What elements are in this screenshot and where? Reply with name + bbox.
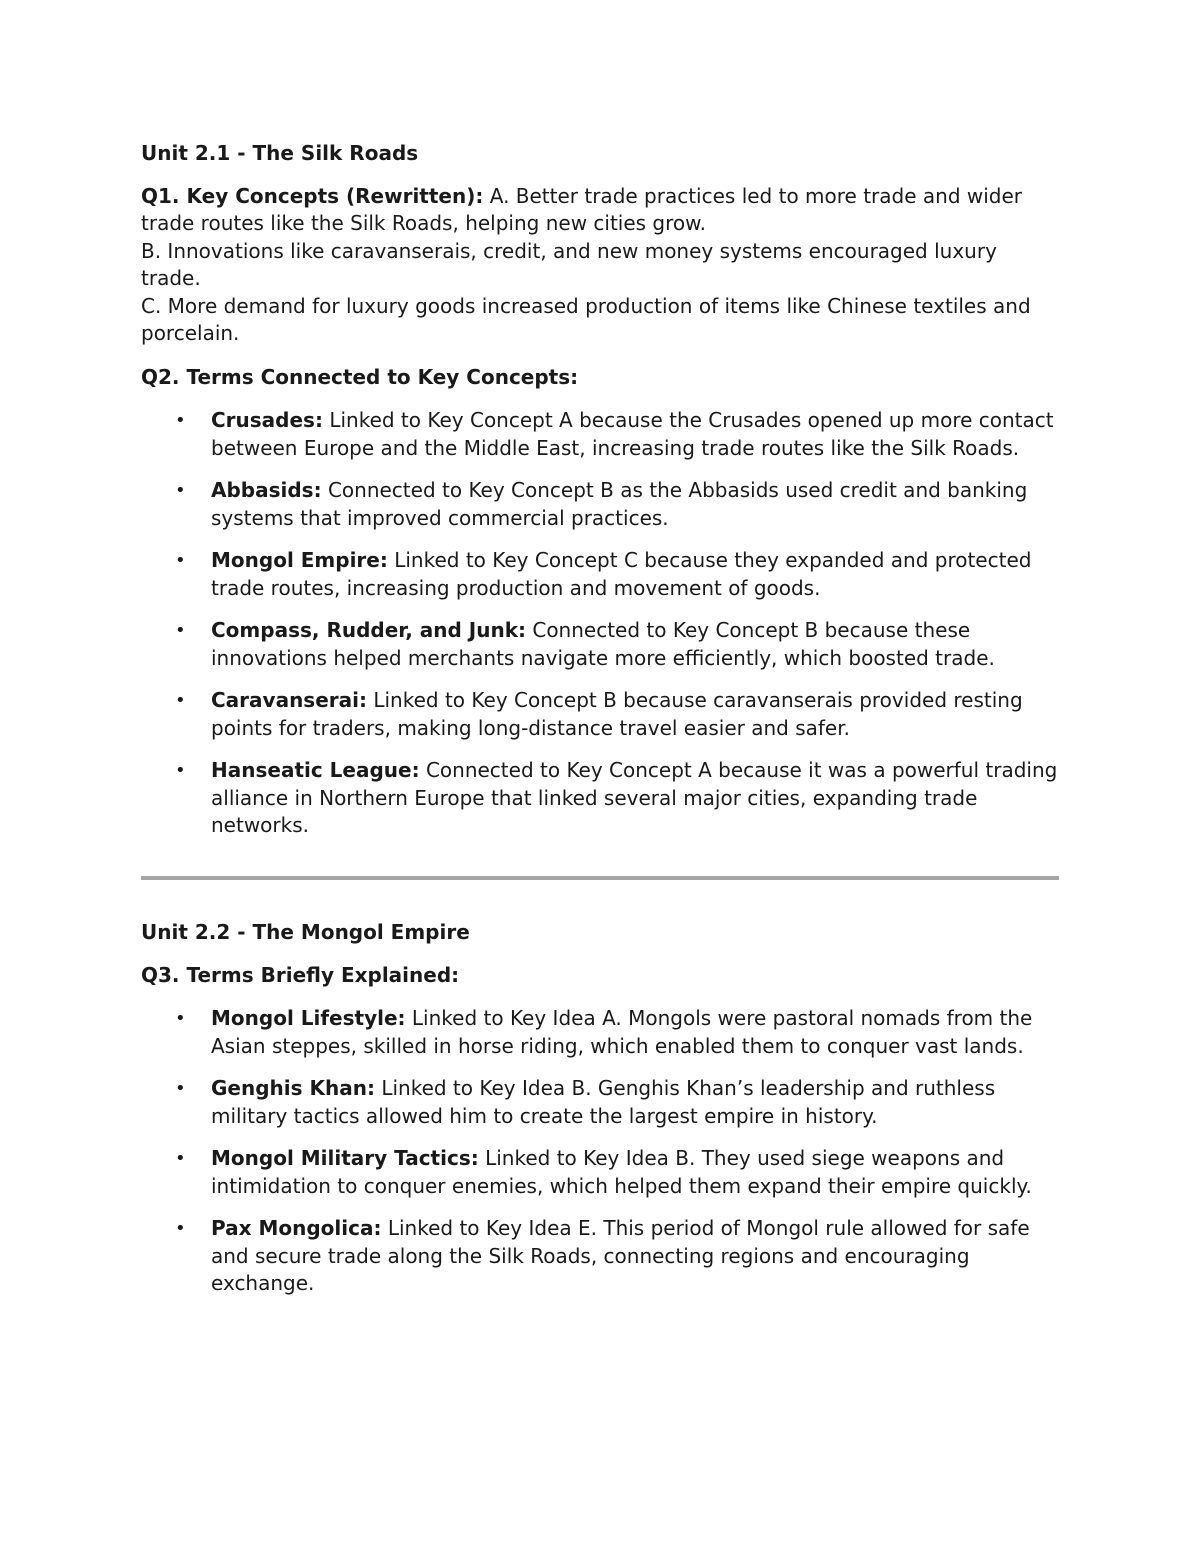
q1-label: Q1. Key Concepts (Rewritten): <box>141 183 484 208</box>
list-item <box>141 1145 1059 1200</box>
term-label: Crusades: <box>211 408 323 432</box>
term-label: Hanseatic League: <box>211 758 420 782</box>
list-item <box>141 757 1059 840</box>
unit-2-1-title: Unit 2.1 - The Silk Roads <box>141 141 419 165</box>
term-text: Linked to Key Idea B. They used siege weapons and intimidation to conquer enemies, which helped them expand their empire quickly. <box>211 1146 1032 1198</box>
list-item <box>141 1005 1059 1060</box>
q2-label: Q2. Terms Connected to Key Concepts: <box>141 364 579 389</box>
q1-line-c: C. More demand for luxury goods increased production of items like Chinese textiles and porcelain. <box>141 293 1031 345</box>
bullet-icon: • <box>175 620 186 641</box>
term-label: Pax Mongolica: <box>211 1216 382 1240</box>
unit-2-1-section <box>141 140 1059 840</box>
list-item <box>141 407 1059 462</box>
term-label: Compass, Rudder, and Junk: <box>211 618 526 642</box>
term-label: Mongol Empire: <box>211 548 388 572</box>
bullet-icon: • <box>175 410 186 431</box>
bullet-icon: • <box>175 480 186 501</box>
q1-paragraph <box>141 183 1059 348</box>
term-label: Mongol Military Tactics: <box>211 1146 479 1170</box>
term-text: Connected to Key Concept B because these innovations helped merchants navigate more efficiently, which boosted trade. <box>211 618 995 670</box>
term-text: Linked to Key Idea E. This period of Mongol rule allowed for safe and secure trade along the Silk Roads, connecting regions and encouraging exchange. <box>211 1216 1030 1295</box>
q1-line-b: B. Innovations like caravanserais, credit, and new money systems encouraged luxury trade. <box>141 238 997 290</box>
q3-term-list <box>141 1005 1059 1298</box>
term-text: Connected to Key Concept A because it was a powerful trading alliance in Northern Europe that linked several major cities, expanding trade networks. <box>211 758 1058 837</box>
unit-2-2-title: Unit 2.2 - The Mongol Empire <box>141 920 470 944</box>
q3-label: Q3. Terms Briefly Explained: <box>141 962 460 987</box>
unit-2-2-section <box>141 919 1059 1298</box>
list-item <box>141 547 1059 602</box>
term-label: Mongol Lifestyle: <box>211 1006 406 1030</box>
list-item <box>141 477 1059 532</box>
bullet-icon: • <box>175 1078 186 1099</box>
term-text: Linked to Key Idea A. Mongols were pastoral nomads from the Asian steppes, skilled in horse riding, which enabled them to conquer vast lands. <box>211 1006 1033 1058</box>
list-item <box>141 617 1059 672</box>
term-text: Linked to Key Concept A because the Crusades opened up more contact between Europe and the Middle East, increasing trade routes like the Silk Roads. <box>211 408 1054 460</box>
list-item <box>141 1075 1059 1130</box>
term-label: Genghis Khan: <box>211 1076 375 1100</box>
term-label: Abbasids: <box>211 478 322 502</box>
term-text: Linked to Key Idea B. Genghis Khan’s leadership and ruthless military tactics allowed him to create the largest empire in history. <box>211 1076 996 1128</box>
q1-line-a: A. Better trade practices led to more trade and wider trade routes like the Silk Roads, helping new cities grow. <box>141 183 1023 235</box>
list-item <box>141 687 1059 742</box>
bullet-icon: • <box>175 690 186 711</box>
bullet-icon: • <box>175 760 186 781</box>
bullet-icon: • <box>175 550 186 571</box>
list-item <box>141 1215 1059 1298</box>
bullet-icon: • <box>175 1218 186 1239</box>
bullet-icon: • <box>175 1008 186 1029</box>
term-text: Linked to Key Concept B because caravanserais provided resting points for traders, making long-distance travel easier and safer. <box>211 688 1023 740</box>
horizontal-divider <box>141 876 1059 880</box>
bullet-icon: • <box>175 1148 186 1169</box>
term-text: Connected to Key Concept B as the Abbasids used credit and banking systems that improved commercial practices. <box>211 478 1028 530</box>
term-label: Caravanserai: <box>211 688 367 712</box>
term-text: Linked to Key Concept C because they expanded and protected trade routes, increasing production and movement of goods. <box>211 548 1032 600</box>
q2-term-list <box>141 407 1059 840</box>
